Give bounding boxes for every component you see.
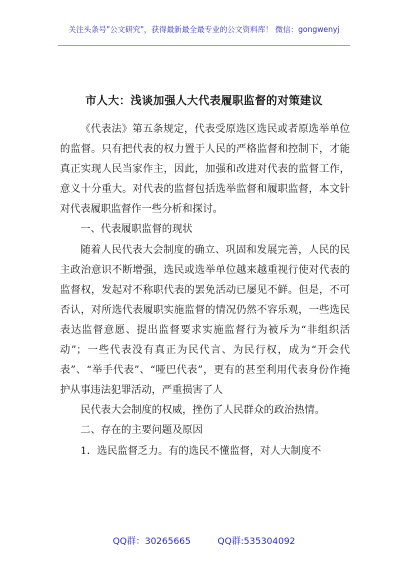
section-heading-2: 二、存在的主要问题及原因 [80, 425, 203, 437]
footer-qq-1: QQ群：30265665 [112, 537, 191, 547]
paragraph-problem-1: 1．选民监督乏力。有的选民不懂监督，对人大制度不 [80, 445, 322, 457]
header-divider [58, 45, 350, 46]
footer-qq-groups [0, 534, 408, 547]
paragraph-intro: 《代表法》第五条规定，代表受原选区选民或者原选举单位的监督。只有把代表的权力置于人民的严格监督和控制下，才能真正实现人民当家作主，因此，加强和改进对代表的监督工作，意义十分重大。对代表的监督包括选举监督和履职监督，本文针对代表履职监督作一些分析和探讨。 [60, 124, 350, 216]
header-banner: 关注头条号"公文研究"，获得最新最全最专业的公文资料库！ 微信：gongwenyj [68, 25, 340, 34]
paragraph-status: 随着人民代表大会制度的确立、巩固和发展完善，人民的民主政治意识不断增强，选民或选举单位越来越重视行使对代表的监督权，发起对不称职代表的罢免活动已屡见不鲜。但是，不可否认，对所选代表履职实施监督的情况仍然不容乐观，一些选民表达监督意愿、提出监督要求实施监督行为被斥为“非组织活动”；一些代表没有真正为民代言、为民行权，成为“开会代表”、“举手代表”、“哑巴代表”，更有的甚至利用代表身份作掩护从事违法犯罪活动，严重损害了人 [60, 244, 350, 397]
section-heading-1: 一、代表履职监督的现状 [80, 224, 193, 236]
document-body [60, 120, 350, 462]
document-title: 市人大：浅谈加强人大代表履职监督的对策建议 [85, 94, 323, 107]
paragraph-status-continued: 民代表大会制度的权威，挫伤了人民群众的政治热情。 [80, 405, 325, 417]
footer-qq-2: QQ群:535304092 [217, 537, 296, 547]
